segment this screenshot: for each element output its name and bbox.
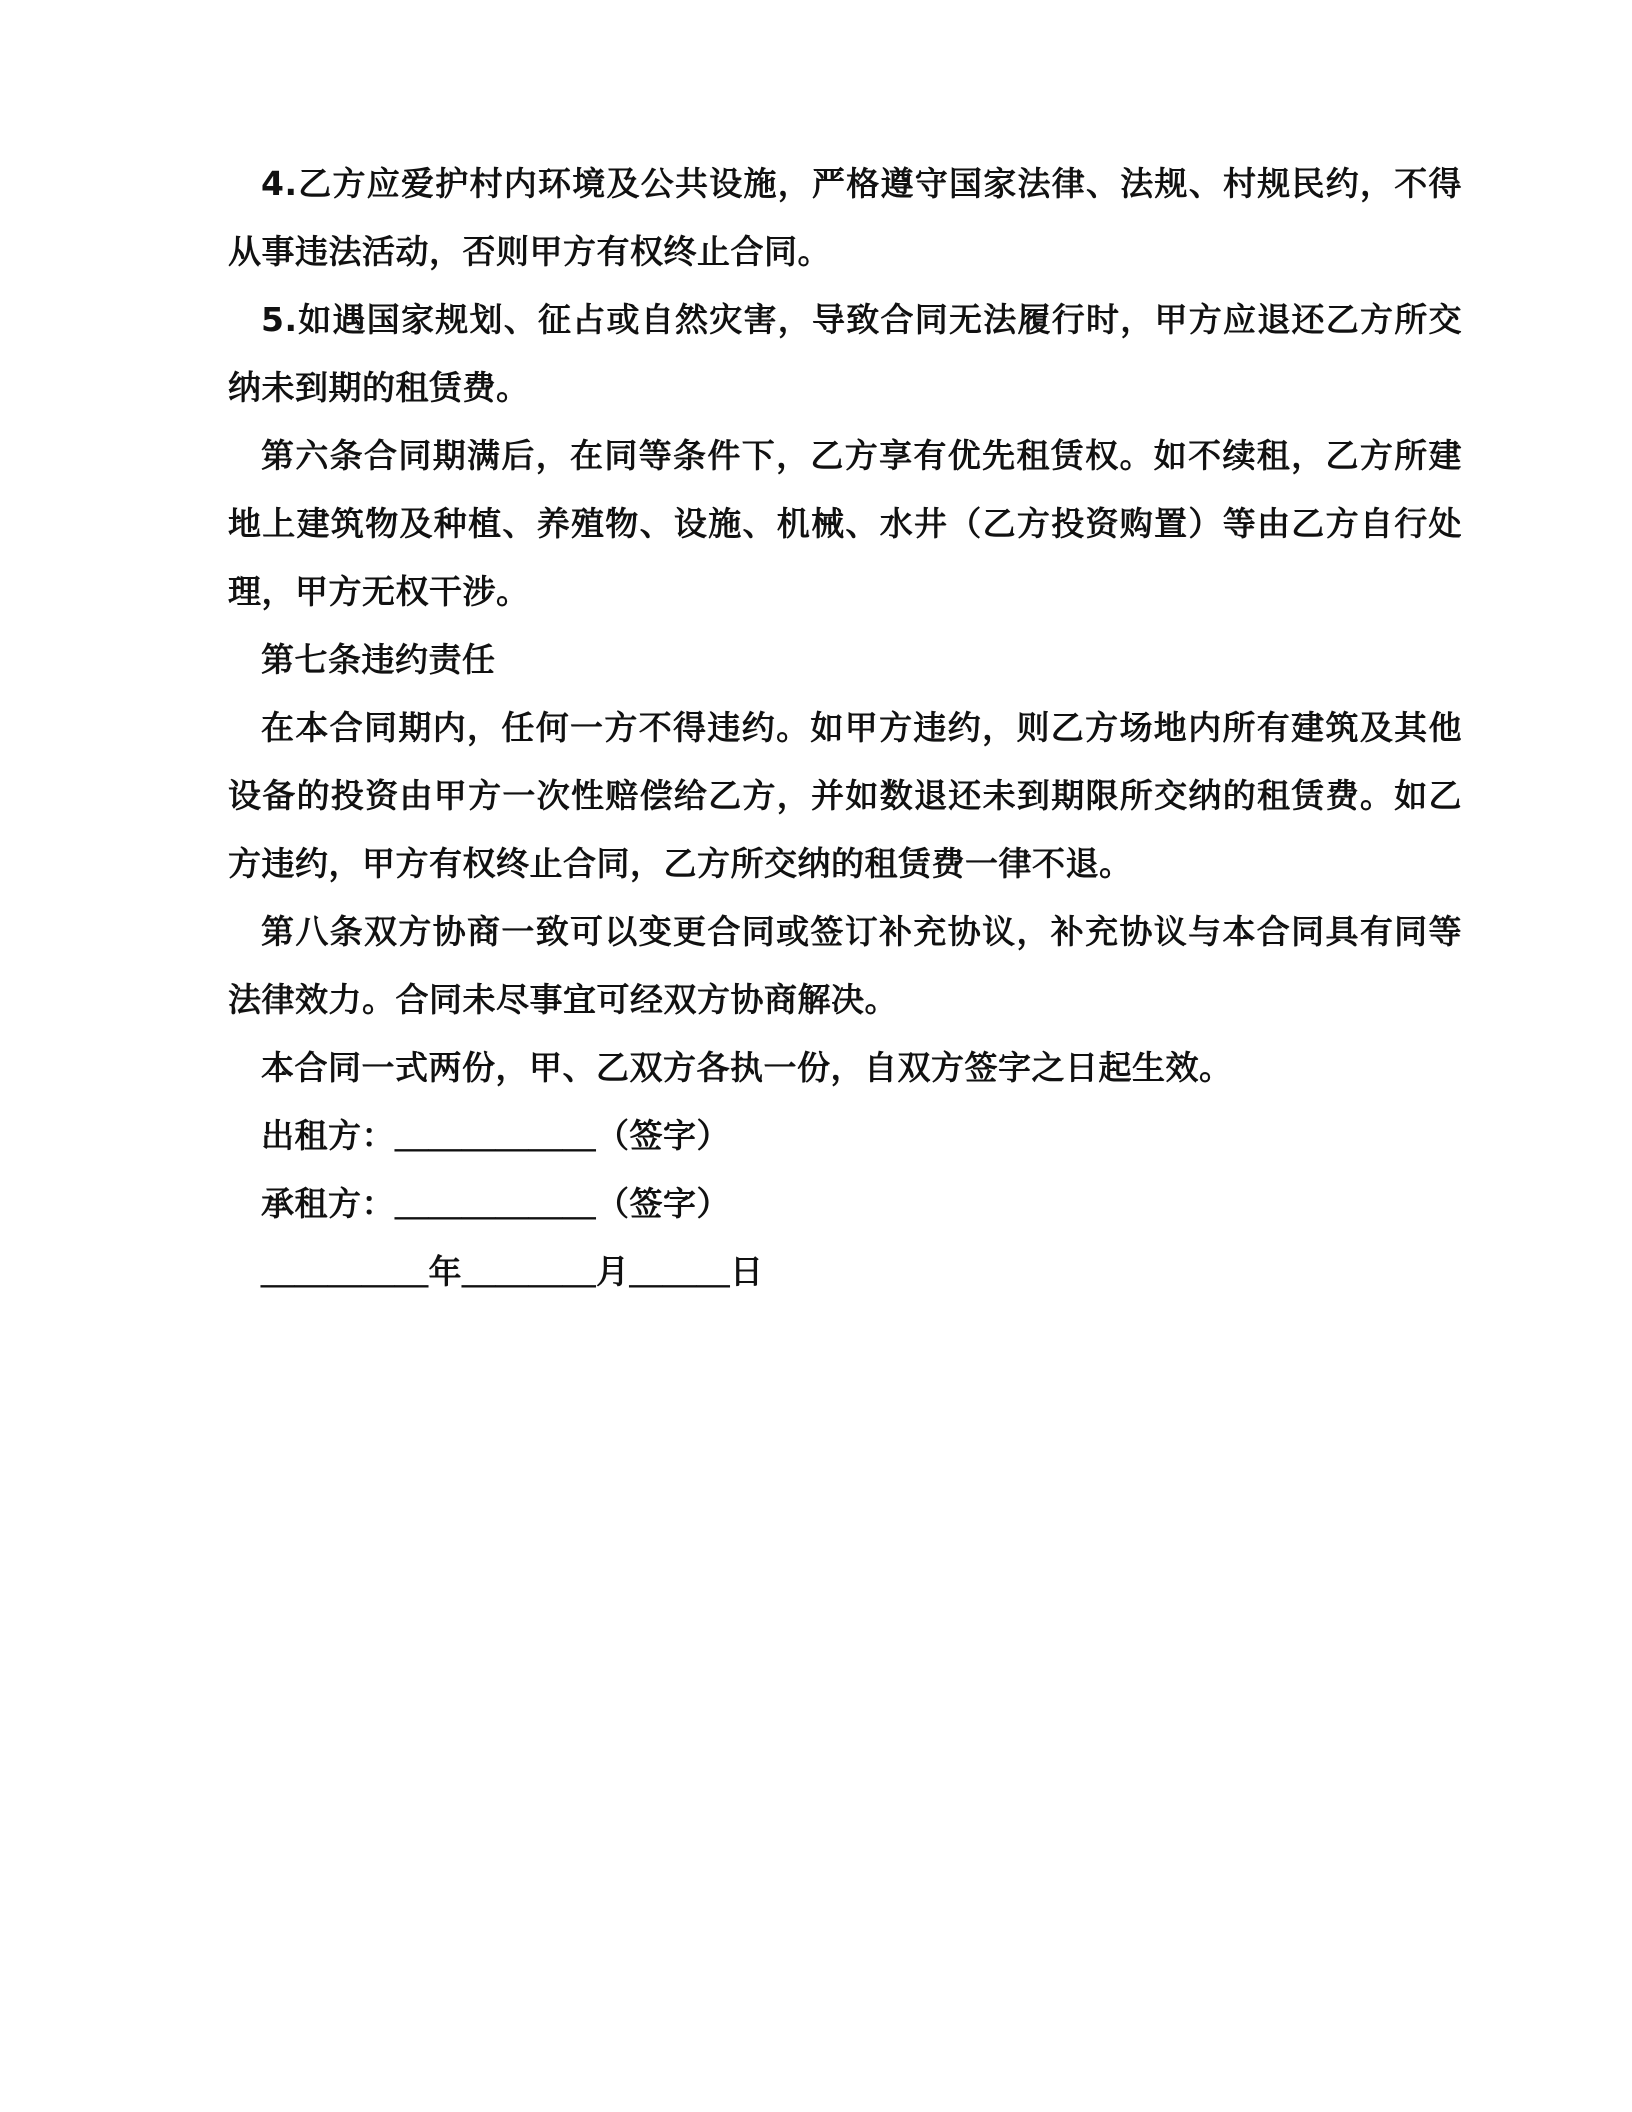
clause-article-seven-body: 在本合同期内，任何一方不得违约。如甲方违约，则乙方场地内所有建筑及其他设备的投资由甲方一次性赔偿给乙方，并如数退还未到期限所交纳的租赁费。如乙方违约，甲方有权终止合同，乙方所交纳的租赁费一律不退。 <box>228 708 1462 883</box>
clause-article-eight: 第八条双方协商一致可以变更合同或签订补充协议，补充协议与本合同具有同等法律效力。合同未尽事宜可经双方协商解决。 <box>228 912 1462 1019</box>
clause-article-seven-heading: 第七条违约责任 <box>261 640 496 679</box>
clause-article-six: 第六条合同期满后，在同等条件下，乙方享有优先租赁权。如不续租，乙方所建地上建筑物及种植、养殖物、设施、机械、水井（乙方投资购置）等由乙方自行处理，甲方无权干涉。 <box>228 436 1462 611</box>
contract-copies-statement: 本合同一式两份，甲、乙双方各执一份，自双方签字之日起生效。 <box>261 1048 1233 1087</box>
lessor-signature-line: 出租方：＿＿＿＿＿＿（签字） <box>261 1116 730 1155</box>
document-body <box>228 150 1462 1306</box>
lessee-signature-line: 承租方：＿＿＿＿＿＿（签字） <box>261 1184 730 1223</box>
clause-item-5: 5.如遇国家规划、征占或自然灾害，导致合同无法履行时，甲方应退还乙方所交纳未到期的租赁费。 <box>228 300 1462 407</box>
date-line: ＿＿＿＿＿年＿＿＿＿月＿＿＿日 <box>261 1252 764 1291</box>
clause-item-4: 4.乙方应爱护村内环境及公共设施，严格遵守国家法律、法规、村规民约，不得从事违法活动，否则甲方有权终止合同。 <box>228 164 1462 271</box>
